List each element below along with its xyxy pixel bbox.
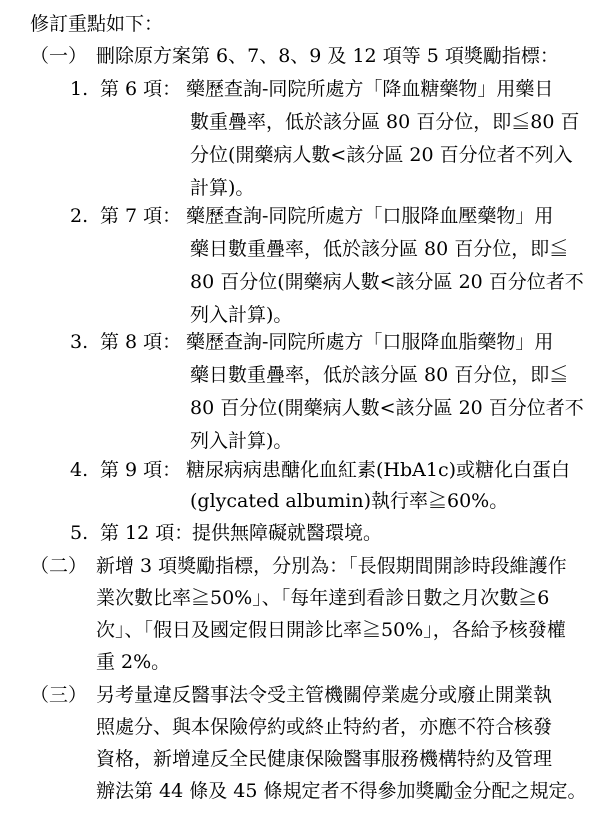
item-line: 提供無障礙就醫環境。 (192, 522, 383, 544)
section-3-line: 資格，新增違反全民健康保險醫事服務機構特約及管理 (96, 748, 553, 770)
document-heading: 修訂重點如下： (30, 13, 164, 35)
item-line: 80 百分位(開藥病人數<該分區 20 百分位者不 (190, 271, 584, 293)
item-number: 5. (70, 522, 89, 544)
item-line: 列入計算)。 (190, 304, 293, 326)
section-3-label: （三） (30, 684, 88, 706)
item-line: 列入計算)。 (190, 430, 293, 452)
item-number: 4. (70, 459, 89, 481)
item-line: 藥歷查詢-同院所處方「口服降血脂藥物」用 (186, 331, 554, 353)
item-line: 藥歷查詢-同院所處方「口服降血壓藥物」用 (186, 205, 554, 227)
section-3-line: 另考量違反醫事法令受主管機關停業處分或廢止開業執 (96, 684, 553, 706)
section-1-text: 刪除原方案第 6、7、8、9 及 12 項等 5 項獎勵指標： (96, 45, 559, 67)
item-number: 2. (70, 205, 89, 227)
section-3-line: 照處分、與本保險停約或終止特約者，亦應不符合核發 (96, 716, 553, 738)
item-label: 第 7 項： (100, 205, 182, 227)
section-2-line: 新增 3 項獎勵指標，分別為：「長假期間開診時段維護作 (96, 555, 567, 577)
item-line: 藥歷查詢-同院所處方「降血糖藥物」用藥日 (186, 78, 554, 100)
section-2-line: 次」、「假日及國定假日開診比率≧50%」，各給予核發權 (96, 619, 566, 641)
item-number: 3. (70, 331, 89, 353)
section-1-label: （一） (30, 45, 88, 67)
item-line: 藥日數重疊率，低於該分區 80 百分位，即≦ (190, 238, 569, 260)
item-label: 第 8 項： (100, 331, 182, 353)
item-label: 第 12 項： (100, 522, 194, 544)
item-line: 糖尿病病患醣化血紅素(HbA1c)或糖化白蛋白 (186, 459, 571, 481)
item-line: 數重疊率，低於該分區 80 百分位，即≦80 百 (190, 111, 580, 133)
section-2-line: 重 2%。 (96, 651, 171, 673)
section-2-label: （二） (30, 555, 88, 577)
item-line: 藥日數重疊率，低於該分區 80 百分位，即≦ (190, 364, 569, 386)
item-line: 分位(開藥病人數<該分區 20 百分位者不列入 (190, 144, 573, 166)
item-label: 第 6 項： (100, 78, 182, 100)
item-line: 80 百分位(開藥病人數<該分區 20 百分位者不 (190, 397, 584, 419)
item-line: (glycated albumin)執行率≧60%。 (190, 490, 509, 512)
section-2-line: 業次數比率≧50%」、「每年達到看診日數之月次數≧6 (96, 587, 550, 609)
item-number: 1. (70, 78, 89, 100)
item-label: 第 9 項： (100, 459, 182, 481)
item-line: 計算)。 (190, 177, 255, 199)
section-3-line: 辦法第 44 條及 45 條規定者不得參加獎勵金分配之規定。 (96, 780, 587, 802)
